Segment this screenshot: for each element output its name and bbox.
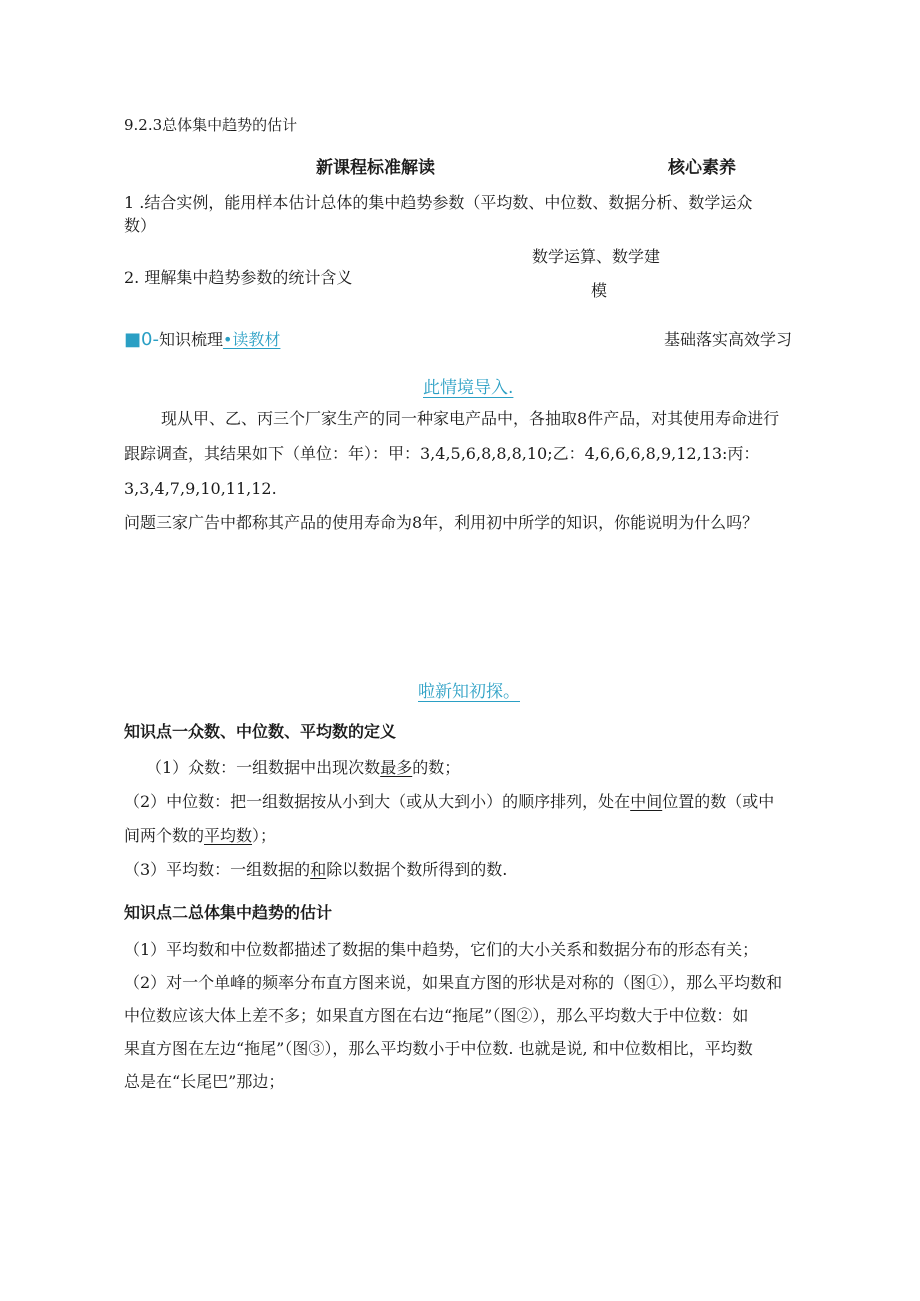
standard-2: 2. 理解集中趋势参数的统计含义 bbox=[124, 268, 353, 287]
kp2-item-2-line-1: （2）对一个单峰的频率分布直方图来说，如果直方图的形状是对称的（图①），那么平均数和 bbox=[124, 973, 783, 992]
standard-1-line-1: 1 .结合实例，能用样本估计总体的集中趋势参数（平均数、中位数、数据分析、数学运众 bbox=[124, 193, 753, 212]
section-marker-icon: ■0- bbox=[124, 329, 159, 350]
section-label: 知识梳理 bbox=[158, 330, 223, 349]
blank-answer: 中间 bbox=[630, 792, 663, 811]
intro-para-line-1: 现从甲、乙、丙三个厂家生产的同一种家电产品中，各抽取8件产品，对其使用寿命进行 bbox=[161, 409, 780, 428]
standard-1-line-2: 数） bbox=[124, 216, 157, 235]
kp2-item-2-line-4: 总是在“长尾巴”那边； bbox=[124, 1072, 285, 1091]
intro-heading[interactable]: 此情境导入. bbox=[423, 378, 514, 398]
blank-answer: 最多 bbox=[380, 758, 413, 777]
blank-answer: 和 bbox=[310, 860, 327, 879]
kp1-item-2-line-1: （2）中位数：把一组数据按从小到大（或从大到小）的顺序排列，处在中间位置的数（或中 bbox=[124, 792, 775, 811]
literacy-2-line-2: 模 bbox=[591, 281, 608, 300]
blank-answer: 平均数 bbox=[204, 826, 253, 845]
section-bar bbox=[124, 327, 280, 350]
section-right-text: 基础落实高效学习 bbox=[664, 330, 793, 349]
intro-para-line-2: 跟踪调查，其结果如下（单位：年）：甲：3,4,5,6,8,8,8,10;乙：4,6,6,6,8,9,12,13:丙： bbox=[124, 444, 760, 463]
kp1-item-1: （1）众数：一组数据中出现次数最多的数； bbox=[146, 758, 461, 777]
kp1-item-2-line-2: 间两个数的平均数）； bbox=[124, 826, 277, 845]
read-textbook-link[interactable]: •读教材 bbox=[222, 330, 281, 349]
kp2-item-2-line-3: 果直方图在左边“拖尾”（图③），那么平均数小于中位数. 也就是说, 和中位数相比，平均数 bbox=[124, 1039, 753, 1058]
kp1-item-3: （3）平均数：一组数据的和除以数据个数所得到的数. bbox=[124, 860, 508, 879]
kp2-item-2-line-2: 中位数应该大体上差不多；如果直方图在右边“拖尾”（图②），那么平均数大于中位数：如 bbox=[124, 1006, 749, 1025]
intro-para-line-3: 3,3,4,7,9,10,11,12. bbox=[124, 479, 277, 498]
lesson-title: 9.2.3总体集中趋势的估计 bbox=[124, 116, 298, 134]
standards-heading: 新课程标准解读 bbox=[316, 158, 435, 178]
literacy-2-line-1: 数学运算、数学建 bbox=[532, 247, 661, 266]
kp2-item-1: （1）平均数和中位数都描述了数据的集中趋势，它们的大小关系和数据分布的形态有关； bbox=[124, 940, 759, 959]
intro-question: 问题三家广告中都称其产品的使用寿命为8年，利用初中所学的知识，你能说明为什么吗？ bbox=[124, 513, 759, 532]
kp2-title: 知识点二总体集中趋势的估计 bbox=[124, 903, 333, 922]
kp1-title: 知识点一众数、中位数、平均数的定义 bbox=[124, 722, 397, 741]
new-knowledge-heading[interactable]: 啦新知初探。 bbox=[418, 682, 520, 702]
literacy-heading: 核心素养 bbox=[668, 158, 736, 178]
